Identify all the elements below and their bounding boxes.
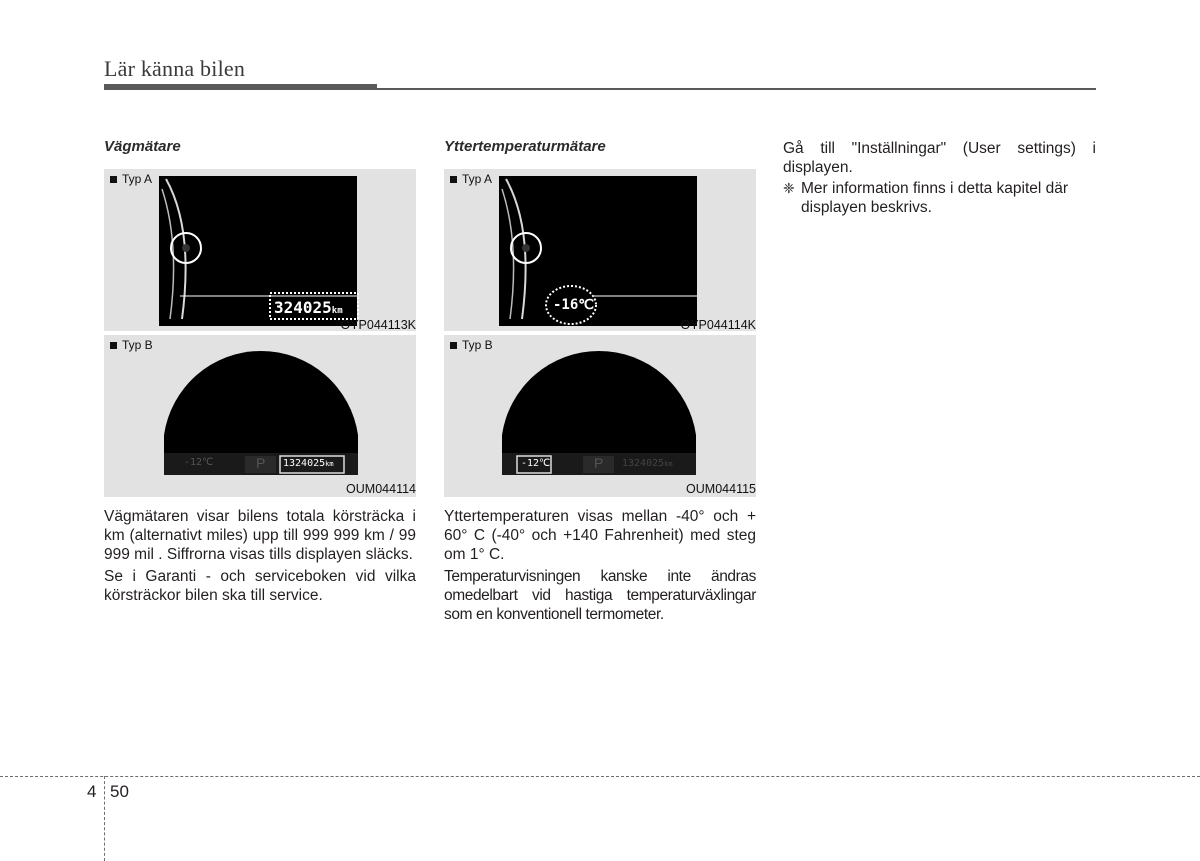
figure-type-b <box>444 335 756 497</box>
outside-temperature-section <box>444 138 756 638</box>
figure-code: OYP044114K <box>680 318 756 331</box>
note-text: Mer information finns i detta kapitel där displayen beskrivs. <box>801 180 1069 216</box>
figure-label: Typ B <box>110 338 153 352</box>
settings-note-section <box>783 139 1096 217</box>
paragraph: Se i Garanti - och serviceboken vid vilka körsträckor bilen ska till service. <box>104 568 416 604</box>
section-heading: Vägmätare <box>104 138 181 155</box>
header-rule-thin <box>377 88 1096 90</box>
figure-code: OYP044113K <box>340 318 416 331</box>
temperature-readout: -12℃ <box>521 458 551 469</box>
chapter-number: 4 <box>87 782 97 801</box>
odometer-readout: 1324025km <box>283 458 334 469</box>
body-text <box>444 507 756 624</box>
cluster-illustration <box>104 169 416 331</box>
paragraph: Vägmätaren visar bilens totala körsträcka i km (alternativt miles) upp till 999 999 km / 99 999 mil . Siffrorna visas tills displayen släcks. <box>104 508 416 563</box>
figure-code: OUM044115 <box>686 482 756 496</box>
figure-label: Typ A <box>450 172 492 186</box>
cluster-illustration <box>444 169 756 331</box>
page-header-title: Lär känna bilen <box>104 56 246 81</box>
section-heading: Yttertemperaturmätare <box>444 138 606 155</box>
paragraph: Gå till "Inställningar" (User settings) i displayen. <box>783 140 1096 176</box>
paragraph: Temperaturvisningen kanske inte ändras omedelbart vid hastiga temperaturväxlingar som en konventionell termometer. <box>444 568 756 623</box>
footer-dashed-rule <box>0 776 1200 777</box>
page-number: 50 <box>110 782 129 801</box>
body-text <box>104 507 416 605</box>
cluster-illustration <box>104 335 416 497</box>
odometer-section <box>104 138 416 638</box>
figure-code: OUM044114 <box>346 482 416 496</box>
figure-type-b <box>104 335 416 497</box>
temperature-readout: -16℃ <box>553 297 595 313</box>
note-symbol-icon: ❈ <box>783 180 795 196</box>
figure-label: Typ A <box>110 172 152 186</box>
footer-dashed-divider <box>104 776 105 861</box>
gear-indicator: P <box>594 455 604 471</box>
gear-indicator: P <box>256 455 266 471</box>
paragraph: Yttertemperaturen visas mellan -40° och + 60° C (-40° och +140 Fahrenheit) med steg om 1° C. <box>444 508 756 563</box>
odometer-readout: 1324025km <box>622 458 673 469</box>
odometer-readout: 324025km <box>274 298 343 317</box>
note <box>783 179 1096 217</box>
figure-label: Typ B <box>450 338 493 352</box>
cluster-illustration <box>444 335 756 497</box>
figure-type-a <box>104 169 416 331</box>
figure-type-a <box>444 169 756 331</box>
header-rule-thick <box>104 84 377 90</box>
temperature-readout: -12℃ <box>184 457 214 468</box>
